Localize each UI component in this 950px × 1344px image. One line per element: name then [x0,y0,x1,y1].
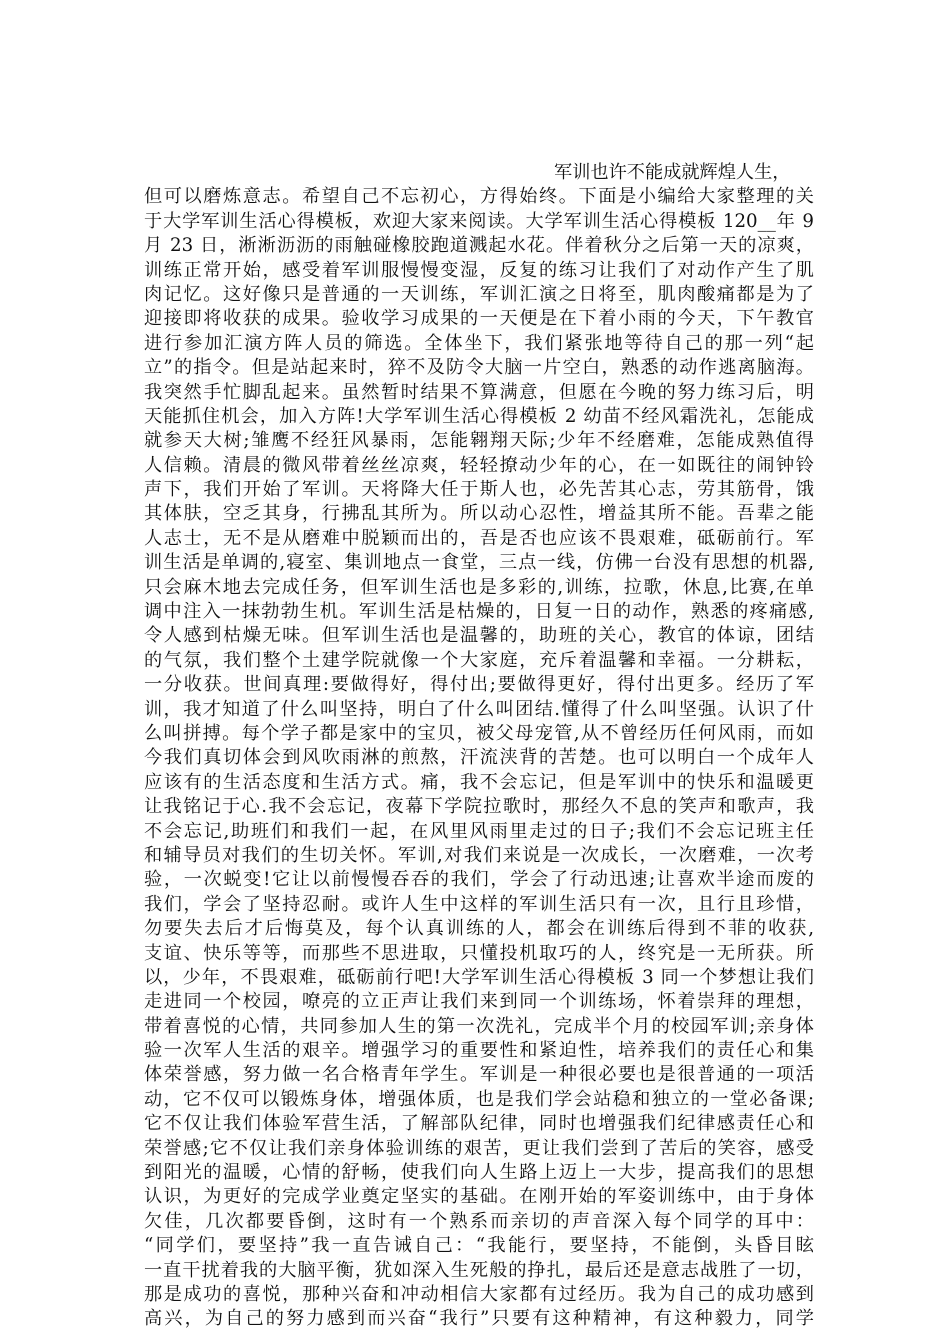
text-line: 令人感到枯燥无味。但军训生活也是温馨的，助班的关心，教官的体谅，团结 [144,625,814,647]
text-line: 体荣誉感，努力做一名合格青年学生。军训是一种很必要也是很普通的一项活 [144,1064,814,1086]
text-line: 进行参加汇演方阵人员的筛选。全体坐下，我们紧张地等待自己的那一列“起 [144,332,814,354]
text-line: 验一次军人生活的艰辛。增强学习的重要性和紧迫性，培养我们的责任心和集 [144,1040,814,1062]
text-line: 今我们真切体会到风吹雨淋的煎熬，汗流浃背的苦楚。也可以明白一个成年人 [144,747,814,769]
text-line: 我们，学会了坚持忍耐。或许人生中这样的军训生活只有一次，且行且珍惜， [144,893,814,915]
text-line: “同学们，要坚持”我一直告诫自己：“我能行，要坚持，不能倒，头昏目眩 [144,1235,814,1257]
text-line: 就参天大树;雏鹰不经狂风暴雨，怎能翱翔天际;少年不经磨难，怎能成熟值得 [144,430,814,452]
text-line: 于大学军训生活心得模板，欢迎大家来阅读。大学军训生活心得模板 120__年 9 [144,210,814,232]
text-line: 训练正常开始，感受着军训服慢慢变湿，反复的练习让我们了对动作产生了肌 [144,259,814,281]
text-line: 应该有的生活态度和生活方式。痛，我不会忘记，但是军训中的快乐和温暖更 [144,771,814,793]
text-line: 我突然手忙脚乱起来。虽然暂时结果不算满意，但愿在今晚的努力练习后，明 [144,381,814,403]
text-line: 么叫拼搏。每个学子都是家中的宝贝，被父母宠管,从不曾经历任何风雨，而如 [144,722,814,744]
text-line: 以，少年，不畏艰难，砥砺前行吧!大学军训生活心得模板 3 同一个梦想让我们 [144,966,814,988]
text-line: 欠佳，几次都要昏倒，这时有一个熟系而亲切的声音深入每个同学的耳中： [144,1210,814,1232]
text-line: 月 23 日，淅淅沥沥的雨触碰橡胶跑道溅起水花。伴着秋分之后第一天的凉爽， [144,235,814,257]
text-line: 不会忘记,助班们和我们一起，在风里风雨里走过的日子;我们不会忘记班主任 [144,820,814,842]
text-line: 到阳光的温暖，心情的舒畅，使我们向人生路上迈上一大步，提高我们的思想 [144,1162,814,1184]
text-line: 那是成功的喜悦，那种兴奋和冲动相信大家都有过经历。我为自己的成功感到 [144,1283,814,1305]
text-line: 立”的指令。但是站起来时，猝不及防令大脑一片空白，熟悉的动作逃离脑海。 [144,357,814,379]
text-line: 只会麻木地去完成任务，但军训生活也是多彩的,训练，拉歌，休息,比赛,在单 [144,576,814,598]
text-line: 荣誉感;它不仅让我们亲身体验训练的艰苦，更让我们尝到了苦后的笑容，感受 [144,1137,814,1159]
text-line: 军训也许不能成就辉煌人生， [554,162,791,183]
body-text [144,161,814,1332]
text-line: 训，我才知道了什么叫坚持，明白了什么叫团结.懂得了什么叫坚强。认识了什 [144,698,814,720]
text-line: 它不仅让我们体验军营生活，了解部队纪律，同时也增强我们纪律感责任心和 [144,1113,814,1135]
text-line: 肉记忆。这好像只是普通的一天训练，军训汇演之日将至，肌肉酸痛都是为了 [144,283,814,305]
text-line: 天能抓住机会，加入方阵!大学军训生活心得模板 2 幼苗不经风霜洗礼，怎能成 [144,405,814,427]
text-line: 但可以磨炼意志。希望自己不忘初心，方得始终。下面是小编给大家整理的关 [144,186,814,208]
text-line: 人志士，无不是从磨难中脱颖而出的，吾是否也应该不畏艰难，砥砺前行。军 [144,527,814,549]
text-line: 动，它不仅可以锻炼身体，增强体质，也是我们学会站稳和独立的一堂必备课; [144,1088,814,1110]
text-line: 和辅导员对我们的生切关怀。军训,对我们来说是一次成长，一次磨难，一次考 [144,844,814,866]
text-line: 认识，为更好的完成学业奠定坚实的基础。在刚开始的军姿训练中，由于身体 [144,1186,814,1208]
text-line: 走进同一个校园，嘹亮的立正声让我们来到同一个训练场，怀着崇拜的理想， [144,991,814,1013]
text-line: 迎接即将收获的成果。验收学习成果的一天便是在下着小雨的今天，下午教官 [144,308,814,330]
text-line: 高兴，为自己的努力感到而兴奋“我行”只要有这种精神，有这种毅力，同学 [144,1308,814,1330]
text-line: 声下，我们开始了军训。天将降大任于斯人也，必先苦其心志，劳其筋骨，饿 [144,479,814,501]
text-line: 带着喜悦的心情，共同参加人生的第一次洗礼，完成半个月的校园军训;亲身体 [144,1015,814,1037]
text-line: 勿要失去后才后悔莫及，每个认真训练的人，都会在训练后得到不菲的收获, [144,918,814,940]
text-line: 的气氛，我们整个土建学院就像一个大家庭，充斥着温馨和幸福。一分耕耘， [144,649,814,671]
text-line: 调中注入一抹勃勃生机。军训生活是枯燥的，日复一日的动作，熟悉的疼痛感, [144,601,814,623]
text-line: 一直干扰着我的大脑平衡，犹如深入生死般的挣扎，最后还是意志战胜了一切， [144,1259,814,1281]
text-line: 其体肤，空乏其身，行拂乱其所为。所以动心忍性，增益其所不能。吾辈之能 [144,503,814,525]
text-line: 支谊、快乐等等，而那些不思进取，只懂投机取巧的人，终究是一无所获。所 [144,942,814,964]
text-line: 一分收获。世间真理:要做得好，得付出;要做得更好，得付出更多。经历了军 [144,674,814,696]
text-line: 让我铭记于心.我不会忘记，夜幕下学院拉歌时，那经久不息的笑声和歌声，我 [144,796,814,818]
text-line: 训生活是单调的,寝室、集训地点一食堂，三点一线，仿佛一台没有思想的机器, [144,552,814,574]
text-line: 人信赖。清晨的微风带着丝丝凉爽，轻轻撩动少年的心，在一如既往的闹钟铃 [144,454,814,476]
text-line: 验，一次蜕变!它让以前慢慢吞吞的我们，学会了行动迅速;让喜欢半途而废的 [144,869,814,891]
